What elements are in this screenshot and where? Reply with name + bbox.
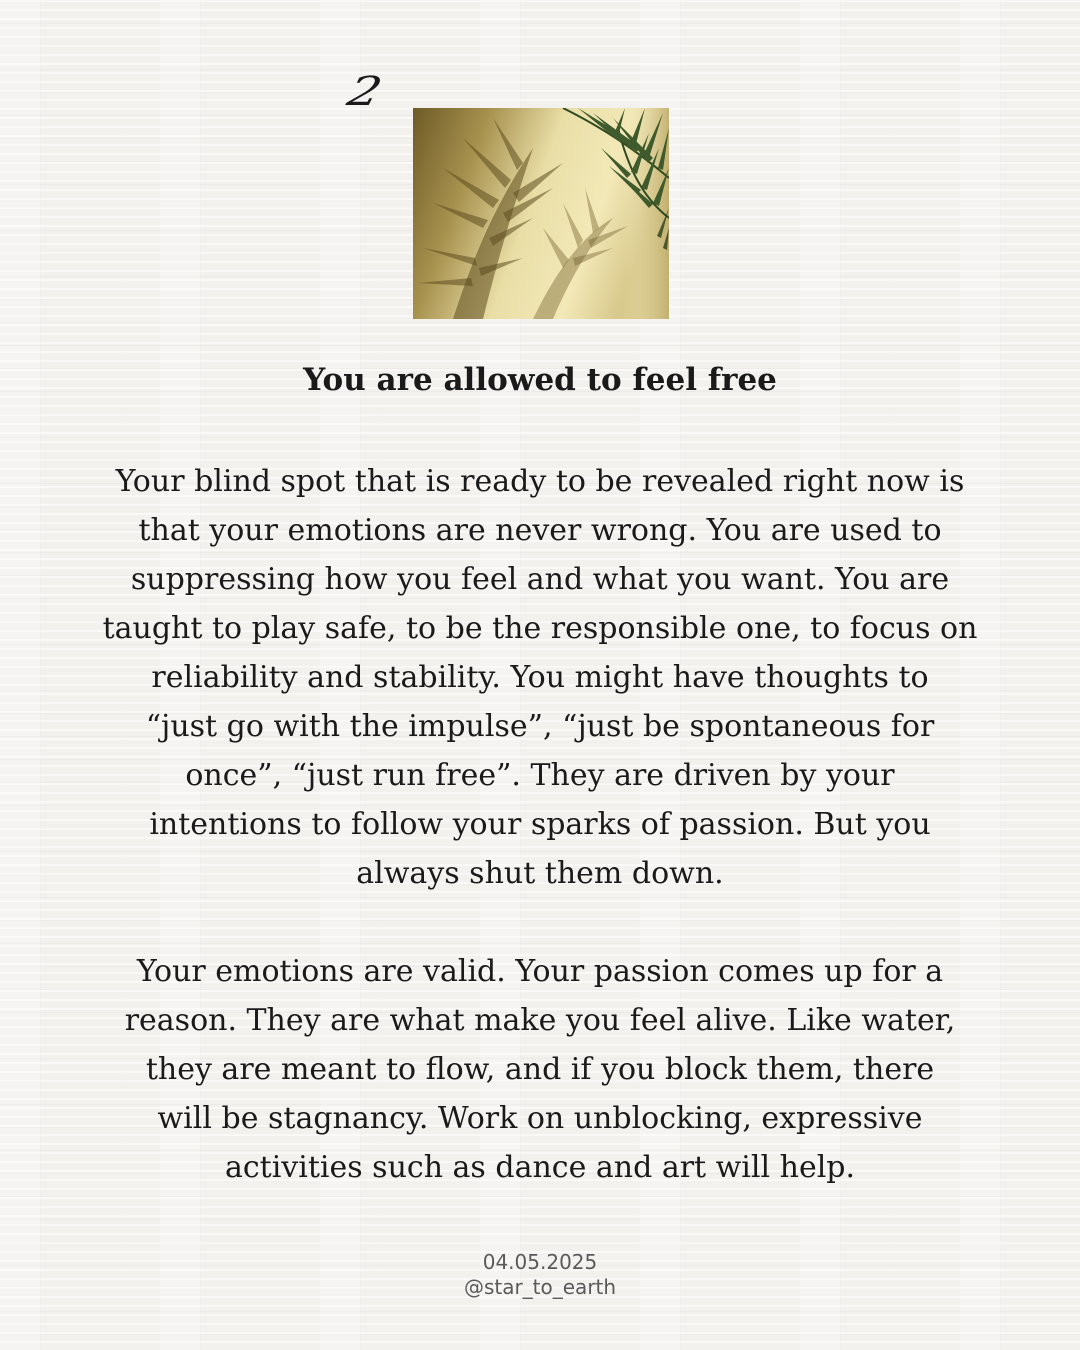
page-number: 2	[342, 69, 387, 115]
paragraph-line: will be stagnancy. Work on unblocking, expressive	[157, 1101, 923, 1136]
palm-shadow-photo	[413, 108, 669, 319]
paragraph-blind-spot	[60, 457, 1020, 898]
post-date: 04.05.2025	[482, 1250, 598, 1274]
paragraph-line: once”, “just run free”. They are driven by your	[185, 758, 895, 793]
paragraph-line: they are meant to flow, and if you block them, there	[145, 1052, 935, 1087]
paragraph-line: intentions to follow your sparks of passion. But you	[149, 807, 931, 842]
paragraph-line: that your emotions are never wrong. You are used to	[138, 513, 942, 548]
paragraph-line: suppressing how you feel and what you want. You are	[130, 562, 950, 597]
paragraph-emotions-valid	[60, 947, 1020, 1192]
paragraph-line: taught to play safe, to be the responsible one, to focus on	[102, 611, 978, 646]
paragraph-line: reason. They are what make you feel alive. Like water,	[124, 1003, 956, 1038]
paragraph-line: Your blind spot that is ready to be revealed right now is	[115, 464, 965, 499]
footer	[0, 1250, 1080, 1300]
paragraph-line: reliability and stability. You might have thoughts to	[151, 660, 929, 695]
author-handle: @star_to_earth	[463, 1275, 617, 1299]
paragraph-line: always shut them down.	[356, 856, 724, 891]
paragraph-line: “just go with the impulse”, “just be spontaneous for	[145, 709, 935, 744]
palm-leaf-icon	[413, 108, 669, 319]
page-title: You are allowed to feel free	[303, 362, 777, 398]
paragraph-line: activities such as dance and art will help.	[224, 1150, 856, 1185]
paragraph-line: Your emotions are valid. Your passion comes up for a	[136, 954, 944, 989]
